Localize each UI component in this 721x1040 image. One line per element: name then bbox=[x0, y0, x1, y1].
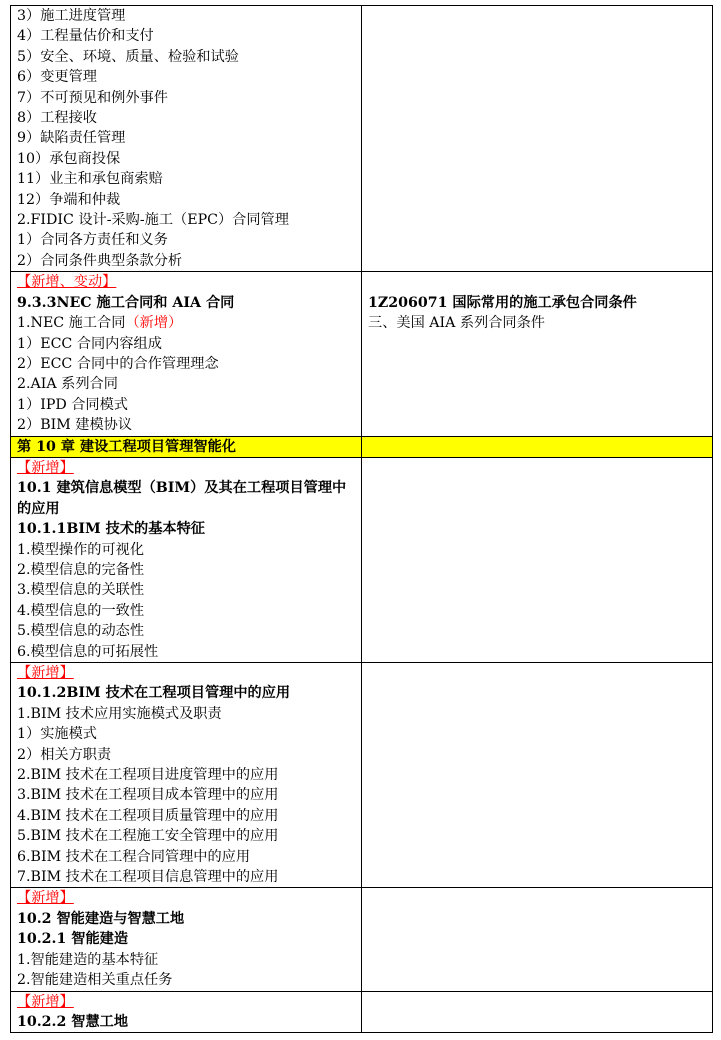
chapter-title: 第 10 章 建设工程项目管理智能化 bbox=[17, 438, 236, 455]
left-cell bbox=[11, 6, 362, 272]
list-item: 2.AIA 系列合同 bbox=[17, 376, 118, 393]
subsection-heading: 10.1.1BIM 技术的基本特征 bbox=[17, 521, 205, 538]
list-item: 1）ECC 合同内容组成 bbox=[17, 335, 162, 352]
list-item bbox=[17, 313, 355, 333]
left-cell bbox=[11, 436, 362, 457]
subsection-heading: 10.2.1 智能建造 bbox=[17, 931, 129, 948]
change-tag: 【新增】 bbox=[17, 993, 74, 1010]
syllabus-comparison-table bbox=[10, 5, 713, 1033]
list-item-text: 1.NEC 施工合同 bbox=[17, 315, 126, 332]
list-item: 5.BIM 技术在工程施工安全管理中的应用 bbox=[17, 828, 279, 845]
left-cell bbox=[11, 663, 362, 888]
change-tag: 【新增】 bbox=[17, 665, 74, 681]
list-item: 2）合同条件典型条款分析 bbox=[17, 252, 183, 269]
list-item: 3.模型信息的关联性 bbox=[17, 582, 145, 599]
new-badge: （新增） bbox=[125, 315, 183, 332]
list-item: 4.模型信息的一致性 bbox=[17, 602, 145, 619]
left-cell bbox=[11, 991, 362, 1033]
list-item: 2.模型信息的完备性 bbox=[17, 561, 145, 578]
left-cell bbox=[11, 457, 362, 662]
table-row bbox=[11, 457, 713, 662]
list-item: 4.BIM 技术在工程项目质量管理中的应用 bbox=[17, 807, 279, 824]
list-item: 2.FIDIC 设计-采购-施工（EPC）合同管理 bbox=[17, 212, 289, 229]
section-heading: 9.3.3NEC 施工合同和 AIA 合同 bbox=[17, 294, 235, 311]
list-item: 4）工程量估价和支付 bbox=[17, 28, 154, 45]
list-item: 5.模型信息的动态性 bbox=[17, 623, 145, 640]
list-item: 8）工程接收 bbox=[17, 110, 97, 127]
change-tag: 【新增】 bbox=[17, 459, 74, 476]
list-item: 10）承包商投保 bbox=[17, 150, 121, 167]
list-item: 1.模型操作的可视化 bbox=[17, 541, 145, 558]
right-cell bbox=[362, 991, 713, 1033]
section-heading: 10.2 智能建造与智慧工地 bbox=[17, 910, 185, 927]
section-heading: 10.1 建筑信息模型（BIM）及其在工程项目管理中的应用 bbox=[17, 480, 347, 517]
list-item: 2）ECC 合同中的合作管理理念 bbox=[17, 355, 219, 372]
list-item: 2.智能建造相关重点任务 bbox=[17, 972, 173, 989]
list-item: 1.BIM 技术应用实施模式及职责 bbox=[17, 705, 222, 722]
list-item: 1.智能建造的基本特征 bbox=[17, 951, 159, 968]
list-item: 1）合同各方责任和义务 bbox=[17, 232, 168, 249]
right-cell bbox=[362, 272, 713, 436]
section-heading: 10.1.2BIM 技术在工程项目管理中的应用 bbox=[17, 685, 291, 702]
list-item: 2）相关方职责 bbox=[17, 746, 112, 763]
list-item: 6.模型信息的可拓展性 bbox=[17, 643, 159, 660]
list-item: 11）业主和承包商索赔 bbox=[17, 171, 163, 188]
right-cell bbox=[362, 6, 713, 272]
left-cell bbox=[11, 888, 362, 991]
list-item: 2.BIM 技术在工程项目进度管理中的应用 bbox=[17, 767, 279, 784]
list-item: 三、美国 AIA 系列合同条件 bbox=[368, 315, 545, 332]
section-heading: 1Z206071 国际常用的施工承包合同条件 bbox=[368, 294, 637, 311]
right-cell bbox=[362, 457, 713, 662]
list-item: 9）缺陷责任管理 bbox=[17, 130, 126, 147]
change-tag: 【新增】 bbox=[17, 890, 74, 907]
right-cell bbox=[362, 888, 713, 991]
section-heading: 10.2.2 智慧工地 bbox=[17, 1013, 129, 1030]
list-item: 5）安全、环境、质量、检验和试验 bbox=[17, 48, 239, 65]
list-item: 7.BIM 技术在工程项目信息管理中的应用 bbox=[17, 869, 279, 886]
list-item: 2）BIM 建模协议 bbox=[17, 417, 133, 434]
change-tag: 【新增、变动】 bbox=[17, 274, 117, 291]
list-item: 3.BIM 技术在工程项目成本管理中的应用 bbox=[17, 787, 279, 804]
table-row bbox=[11, 663, 713, 888]
list-item: 1）实施模式 bbox=[17, 726, 97, 743]
table-row bbox=[11, 6, 713, 272]
right-cell bbox=[362, 663, 713, 888]
left-cell bbox=[11, 272, 362, 436]
list-item: 6）变更管理 bbox=[17, 69, 97, 86]
list-item: 7）不可预见和例外事件 bbox=[17, 89, 168, 106]
table-row bbox=[11, 888, 713, 991]
list-item: 1）IPD 合同模式 bbox=[17, 396, 128, 413]
list-item: 12）争端和仲裁 bbox=[17, 191, 121, 208]
table-row bbox=[11, 991, 713, 1033]
chapter-row bbox=[11, 436, 713, 457]
list-item: 3）施工进度管理 bbox=[17, 8, 126, 24]
table-row bbox=[11, 272, 713, 436]
right-cell bbox=[362, 436, 713, 457]
list-item: 6.BIM 技术在工程合同管理中的应用 bbox=[17, 848, 251, 865]
